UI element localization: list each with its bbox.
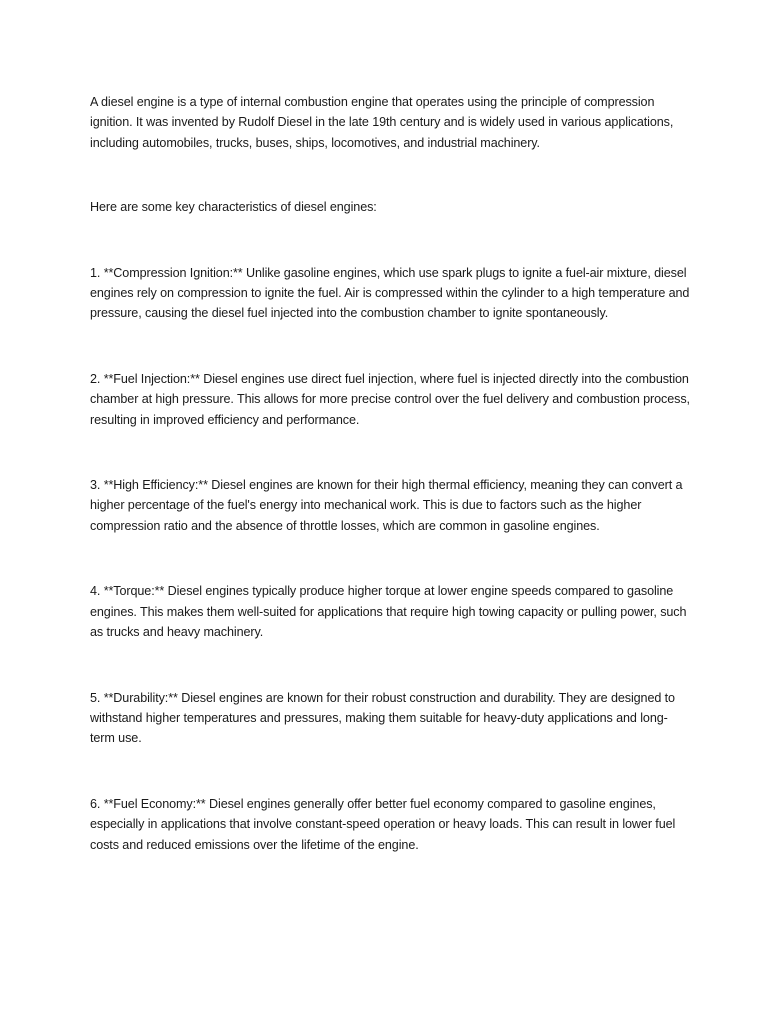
list-item-torque: 4. **Torque:** Diesel engines typically produce higher torque at lower engine speeds compared to gasoline engines. This makes them well-suited for applications that require high towing capacity or pulling power, such as trucks and heavy machinery. [90, 584, 687, 640]
list-item-high-efficiency: 3. **High Efficiency:** Diesel engines are known for their high thermal efficiency, meaning they can convert a higher percentage of the fuel's energy into mechanical work. This is due to factors such as the higher compression ratio and the absence of throttle losses, which are common in gasoline engines. [90, 478, 683, 533]
list-item-fuel-injection: 2. **Fuel Injection:** Diesel engines use direct fuel injection, where fuel is injected directly into the combustion chamber at high pressure. This allows for more precise control over the fuel delivery and combustion process, resulting in improved efficiency and performance. [90, 371, 690, 427]
list-item-durability: 5. **Durability:** Diesel engines are known for their robust construction and durability. They are designed to withstand higher temperatures and pressures, making them suitable for heavy-duty applications and long-term use. [90, 690, 675, 746]
document-body [90, 92, 690, 855]
lead-paragraph: Here are some key characteristics of diesel engines: [90, 200, 377, 215]
list-item-compression-ignition: 1. **Compression Ignition:** Unlike gasoline engines, which use spark plugs to ignite a fuel-air mixture, diesel engines rely on compression to ignite the fuel. Air is compressed within the cylinder to a high temperature and pressure, causing the diesel fuel injected into the combustion chamber to ignite spontaneously. [90, 265, 690, 321]
list-item-fuel-economy: 6. **Fuel Economy:** Diesel engines generally offer better fuel economy compared to gasoline engines, especially in applications that involve constant-speed operation or heavy loads. This can result in lower fuel costs and reduced emissions over the lifetime of the engine. [90, 796, 676, 852]
intro-paragraph: A diesel engine is a type of internal combustion engine that operates using the principle of compression ignition. It was invented by Rudolf Diesel in the late 19th century and is widely used in various applications, including automobiles, trucks, buses, ships, locomotives, and industrial machinery. [90, 95, 674, 150]
